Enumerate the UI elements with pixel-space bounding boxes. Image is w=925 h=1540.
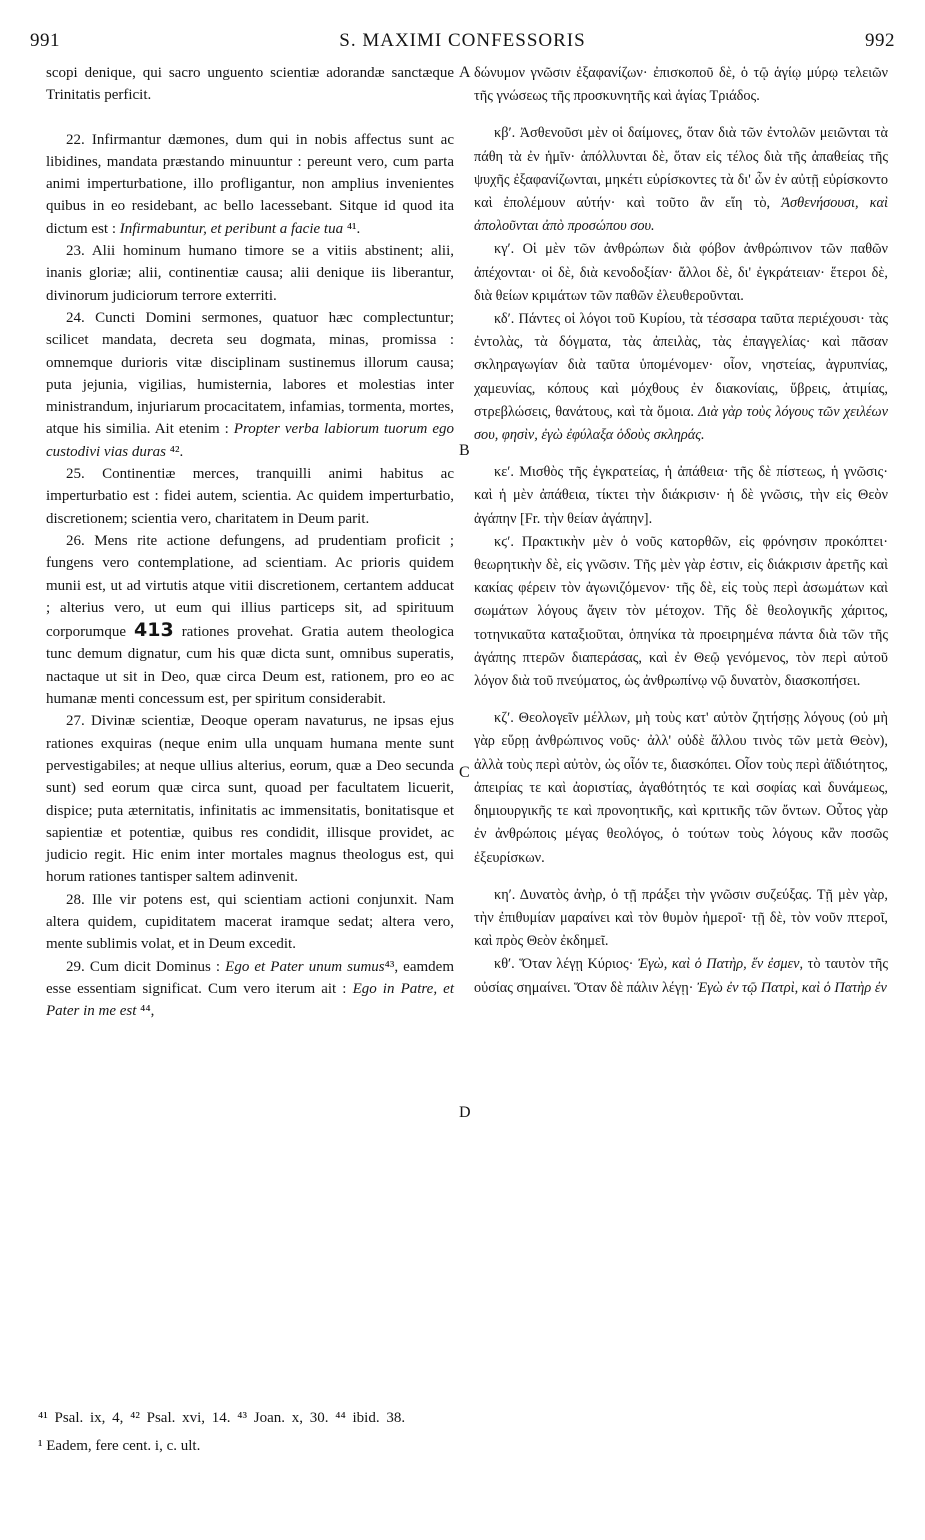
page-header (30, 30, 895, 60)
scripture-quote: Propter verba labiorum tuorum ego custodivi vias duras (46, 421, 454, 460)
greek-text: κβʹ. Ἀσθενοῦσι μὲν οἱ δαίμονες, ὅταν διὰ τῶν ἐντολῶν μειῶνται τὰ πάθη τὰ ἐν ἡμῖν· ἀπόλλυνται δὲ, ὅταν εἰς τέλος διὰ τῆς ἀπαθείας τῆς ψυχῆς ἐξαφανίζωνται, μηκέτι εὑρίσκοντες τὰ δι' ὧν ἐν αὐτῇ εὑρίσκοντο καὶ ἐπολέμουν αὐτήν· καὶ τοῦτο ἂν εἴη τὸ, (474, 125, 888, 212)
latin-paragraph-continued: scopi denique, qui sacro unguento scientiæ adorandæ sanctæque Trinitatis perficit. (46, 65, 454, 104)
margin-letter-a: A (459, 64, 471, 81)
greek-paragraph-22 (474, 122, 888, 238)
latin-text: 26. Mens rite actione defungens, ad prudentiam proficit ; fungens vero contemplatione, ad scientiam. Ac prioris quidem munii est, ut ad virtutis atque vitii discretionem, certantem adducat ; alterius vero, ut eum qui illius particeps sit, ad spirituum corporumque (46, 532, 454, 641)
column-number-marker: 413 (134, 619, 174, 642)
greek-paragraph-continued: δώνυμον γνῶσιν ἐξαφανίζων· ἐπισκοποῦ δὲ, ὁ τῷ ἁγίῳ μύρῳ τελειῶν τῆς γνώσεως τῆς προσκυνητῆς καὶ ἁγίας Τριάδος. (474, 65, 888, 105)
latin-paragraph-24 (46, 307, 454, 463)
latin-paragraph-22 (46, 129, 454, 240)
greek-paragraph-29 (474, 953, 888, 999)
scripture-quote: Ego in Patre, et Pater in me est (46, 980, 454, 1020)
running-title: S. MAXIMI CONFESSORIS (339, 30, 586, 51)
greek-text: κδʹ. Πάντες οἱ λόγοι τοῦ Κυρίου, τὰ τέσσαρα ταῦτα περιέχουσι· τὰς ἐντολὰς, τὰ δόγματα, τὰς ἀπειλὰς, τὰς ἐπαγγελίας· καὶ πᾶσαν σκληραγωγίαν διὰ ταῦτα ὑπομένομεν· οἷον, νηστείας, ἀγρυπνίας, χαμευνίας, κόπους καὶ μόχθους ἐν διακονίαις, ὕβρεις, ἀτιμίας, στρεβλώσεις, θανάτους, καὶ τὰ ὅμοια. (474, 311, 888, 420)
scripture-quote: Ἀσθενήσουσι, καὶ ἀπολοῦνται ἀπὸ προσώπου σου. (474, 195, 888, 235)
scripture-quote: Ἐγὼ, καὶ ὁ Πατὴρ, ἕν ἐσμεν (637, 956, 800, 973)
margin-letter-b: B (459, 442, 470, 459)
latin-paragraph-29 (46, 956, 454, 1023)
footnote-ref: ⁴². (169, 443, 184, 460)
footnote-ref: ⁴⁴, (140, 1003, 155, 1020)
latin-text: 24. Cuncti Domini sermones, quatuor hæc complectuntur; scilicet mandata, decreta seu dogmata, minas, promissa : omnemque durioris vitæ disciplinam sustinemus illorum causa; puta jejunia, vigilias, humisternia, labores et molestias inter ministrandum, injuriarum procacitatem, infamias, tormenta, mortes, atque his similia. Ait etenim : (46, 309, 454, 438)
greek-column (474, 62, 888, 1000)
greek-text: κθʹ. Ὅταν λέγῃ Κύριος· (494, 956, 634, 973)
latin-text: 29. Cum dicit Dominus : (66, 958, 221, 975)
latin-paragraph-25: 25. Continentiæ merces, tranquilli animi habitus ac imperturbatio est : fidei autem, scientia. Ac quidem imperturbatio, discretionem; scientia vero, charitatem in Deum parit. (46, 466, 454, 527)
latin-paragraph-27: 27. Divinæ scientiæ, Deoque operam navaturus, ne ipsas ejus rationes exquiras (neque enim ulla unquam humana mente sunt pervestigabiles; at neque ullius alterius, eorum, quæ a Deo secunda sunt) sed eorum quæ circa sunt, quoad per facultatem licuerit, dispice; puta æternitatis, infinitatis ac immensitatis, bonitatisque et sapientiæ et potentiæ, quibus res condidit, illisque providet, ac judicio regit. Hic enim inter mortales magnus theologus est, qui horum rationes tantisper saltem adinvenit. (46, 713, 454, 886)
scripture-quote: Ἐγὼ ἐν τῷ Πατρὶ, καὶ ὁ Πατὴρ ἐν (697, 979, 887, 996)
latin-column (46, 62, 454, 1022)
greek-paragraph-28: κηʹ. Δυνατὸς ἀνὴρ, ὁ τῇ πράξει τὴν γνῶσιν συζεύξας. Τῇ μὲν γὰρ, τὴν ἐπιθυμίαν μαραίνει καὶ τὸν θυμὸν ἡμεροῖ· τῇ δὲ, τὸν νοῦν πτεροῖ, καὶ πρὸς Θεὸν ἐκδημεῖ. (474, 886, 888, 950)
footnote-note: ¹ Eadem, fere cent. i, c. ult. (38, 1438, 201, 1454)
greek-text: , τὸ ταυτὸν τῆς οὐσίας σημαίνει. Ὅταν δὲ πάλιν λέγῃ· (474, 956, 888, 996)
margin-letter-d: D (459, 1104, 471, 1121)
greek-paragraph-24 (474, 308, 888, 447)
scripture-quote: Infirmabuntur, et peribunt a facie tua (119, 220, 344, 237)
latin-text: rationes provehat. Gratia autem theologica tunc demum dignatur, cum his quæ dicta sunt, omnibus superatis, nactaque ut sit in Deo, quæ circa Deum est, rationem, pro eo ac humanæ menti concessum est, per spiritum considerabit. (46, 624, 455, 708)
footnote-references: ⁴¹ Psal. ix, 4, ⁴² Psal. xvi, 14. ⁴³ Joan. x, 30. ⁴⁴ ibid. 38. (38, 1410, 406, 1426)
page-number-left: 991 (30, 30, 60, 51)
latin-text: 22. Infirmantur dæmones, dum qui in nobis affectus sunt ac libidines, mandata præstando minuuntur : pereunt vero, cum parta animi imperturbatione, illo profligantur, non amplius invenientes quibus in eo residebant, ac bello lacessebant. Sitque id quod ita dictum est : (46, 131, 454, 237)
scripture-quote: Ego et Pater unum sumus (225, 958, 385, 975)
footnote-ref: ⁴¹. (346, 220, 361, 237)
latin-paragraph-26 (46, 530, 454, 710)
latin-paragraph-28: 28. Ille vir potens est, qui scientiam actioni conjunxit. Nam altera quidem, cupiditatem macerat iramque sedat; altera vero, mente sublimis volat, et in Deum excedit. (46, 891, 454, 953)
greek-paragraph-25: κεʹ. Μισθὸς τῆς ἐγκρατείας, ἡ ἀπάθεια· τῆς δὲ πίστεως, ἡ γνῶσις· καὶ ἡ μὲν ἀπάθεια, τίκτει τὴν διάκρισιν· ἡ δὲ γνῶσις, τὴν εἰς Θεὸν ἀγάπην [Fr. τὴν θείαν ἀγάπην]. (474, 464, 888, 527)
greek-paragraph-26: κϛʹ. Πρακτικὴν μὲν ὁ νοῦς κατορθῶν, εἰς φρόνησιν προκόπτει· θεωρητικὴν δὲ, εἰς γνῶσιν. Τῆς μὲν γὰρ ἐστιν, εἰς διάκρισιν ἀρετῆς καὶ κακίας φέρειν τὸν ἀγωνιζόμενον· τῆς δὲ, εἰς τοὺς περὶ ἀσωμάτων καὶ σωμάτων λόγους ἄγειν τὸν μέτοχον. Τῆς δὲ θεολογικῆς χάριτος, τοτηνικαῦτα καταξιοῦται, ὁπηνίκα τὰ προειρημένα πάντα διὰ τῶν τῆς ἀγάπης πτερῶν διαπεράσας, καὶ ἐν Θεῷ γενόμενος, τὸν περὶ αὐτοῦ λόγον διὰ τοῦ πνεύματος, ὡς ἀνθρωπίνῳ νῷ δυνατὸν, διασκοπήσει. (474, 533, 888, 690)
scripture-quote: Διὰ γὰρ τοὺς λόγους τῶν χειλέων σου, φησὶν, ἐγὼ ἐφύλαξα ὁδοὺς σκληράς. (474, 403, 889, 444)
page-number-right: 992 (865, 30, 895, 51)
latin-text: ⁴³, eamdem esse essentiam significat. Cum vero iterum ait : (46, 958, 454, 997)
greek-paragraph-23: κγʹ. Οἱ μὲν τῶν ἀνθρώπων διὰ φόβον ἀνθρώπινον τῶν παθῶν ἀπέχονται· οἱ δὲ, διὰ κενοδοξίαν· ἄλλοι δὲ, δι' ἐγκράτειαν· ἕτεροι δὲ, διὰ θείων κριμάτων τῶν παθῶν ἐλευθεροῦνται. (474, 241, 888, 304)
margin-letter-c: C (459, 764, 470, 781)
greek-paragraph-27: κζʹ. Θεολογεῖν μέλλων, μὴ τοὺς κατ' αὐτὸν ζητήσῃς λόγους (οὐ μὴ γὰρ εὕρῃ ἀνθρώπινος νοῦς· ἀλλ' οὐδὲ ἄλλου τινὸς τῶν μετὰ Θεὸν), ἀλλὰ τοὺς περὶ αὐτὸν, ὡς οἷόν τε, διασκόπει. Οἷον τοὺς περὶ ἀϊδιότητος, ἀπειρίας τε καὶ ἀοριστίας, ἀγαθότητός τε καὶ σοφίας καὶ δυνάμεως, δημιουργικῆς τε καὶ προνοητικῆς, καὶ κριτικῆς τῶν ὄντων. Οὗτος γὰρ ἐν ἀνθρώποις μέγας θεολόγος, ὁ τούτων τοὺς λόγους κἂν ποσῶς ἐξευρίσκων. (474, 710, 888, 866)
latin-paragraph-23: 23. Alii hominum humano timore se a vitiis abstinent; alii, inanis gloriæ; alii, continentiæ causa; alii denique iis liberantur, divinorum judiciorum terrore exterriti. (46, 243, 454, 304)
